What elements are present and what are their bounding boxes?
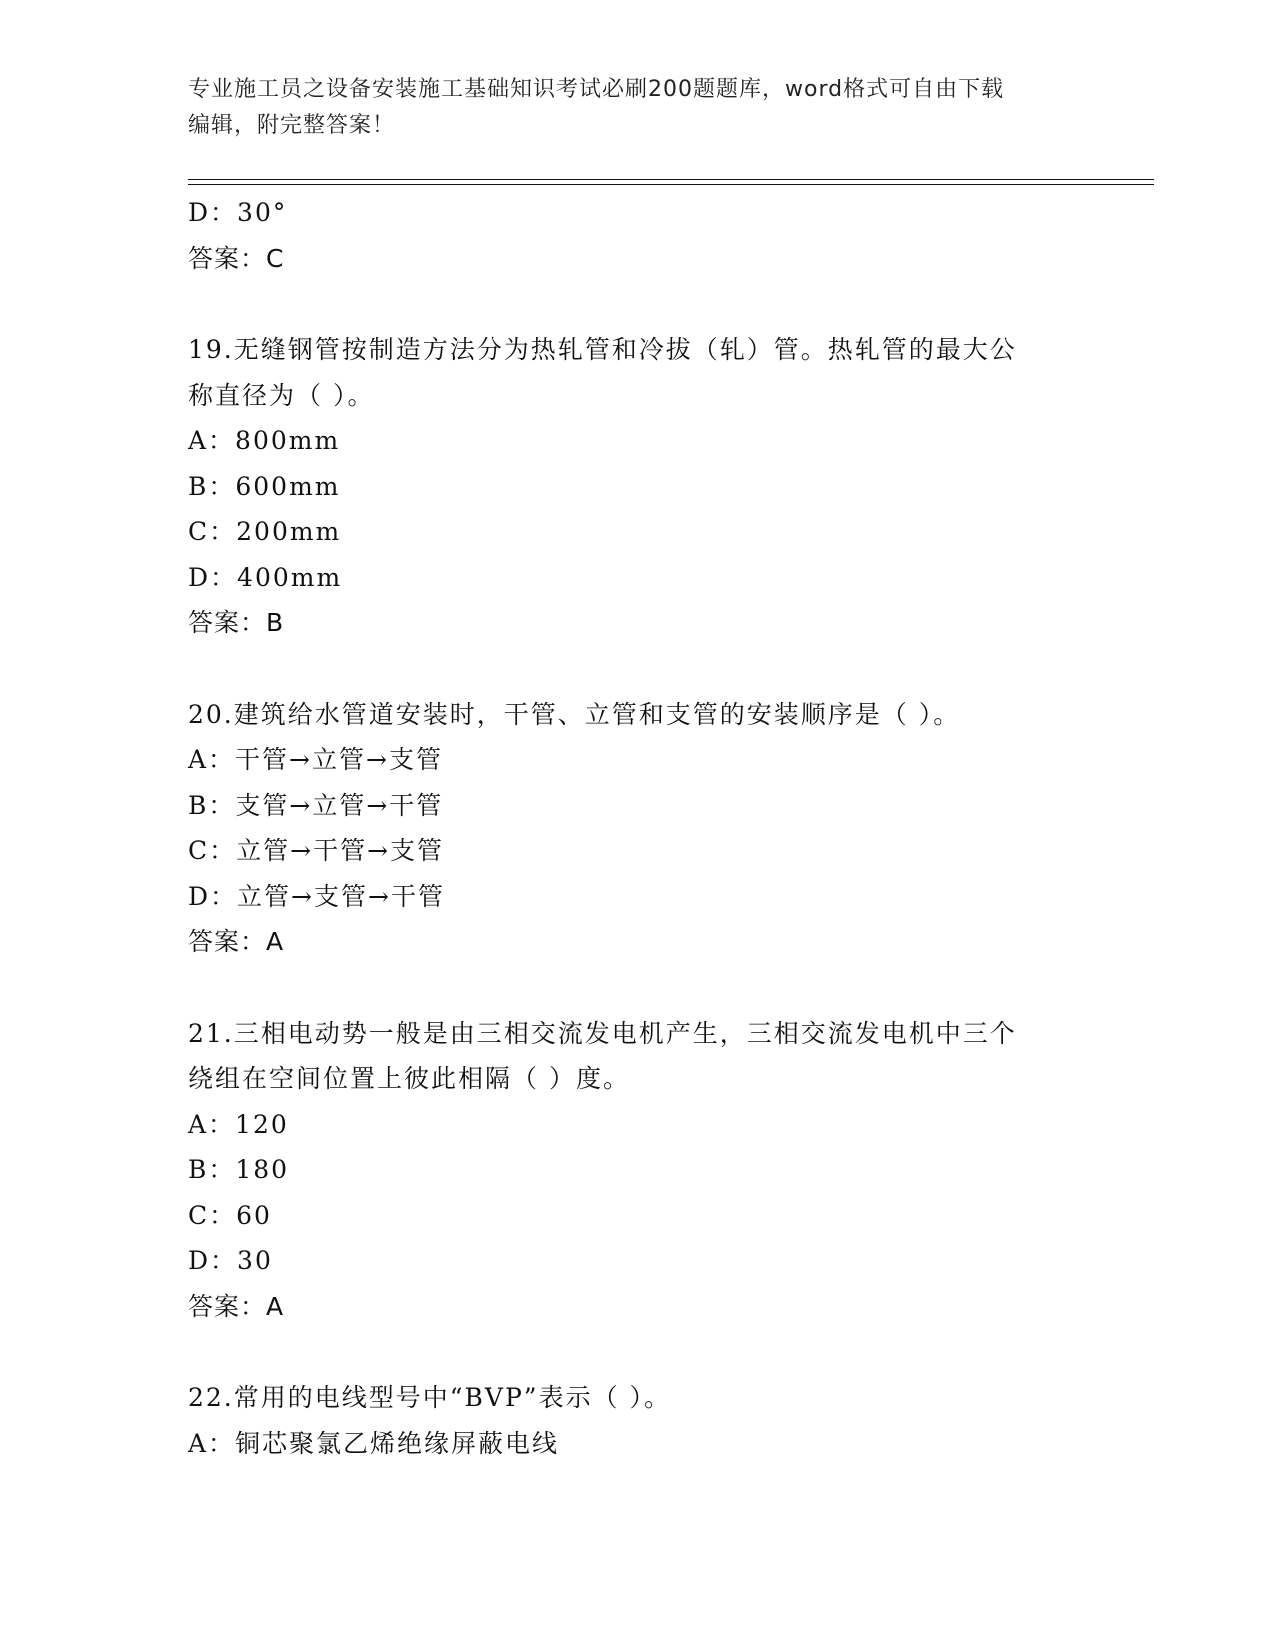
- answer: 答案：C: [188, 243, 285, 273]
- option-d: D：400mm: [188, 562, 343, 592]
- answer: 答案：A: [188, 927, 285, 956]
- option-b: B：支管→立管→干管: [188, 790, 444, 820]
- option-c: C：60: [188, 1200, 272, 1230]
- page-header: [188, 72, 1068, 144]
- document-body: [188, 190, 1128, 1466]
- question-stem: 21.三相电动势一般是由三相交流发电机产生，三相交流发电机中三个: [188, 1018, 1017, 1048]
- question-stem: 19.无缝钢管按制造方法分为热轧管和冷拔（轧）管。热轧管的最大公: [188, 335, 1017, 364]
- option-b: B：600mm: [188, 471, 341, 501]
- question-stem: 绕组在空间位置上彼此相隔（ ）度。: [188, 1064, 630, 1093]
- option-c: C：立管→干管→支管: [188, 836, 445, 865]
- header-line-2: 编辑，附完整答案！: [188, 113, 396, 138]
- answer: 答案：B: [188, 608, 285, 637]
- option-a: A：干管→立管→支管: [188, 745, 443, 774]
- header-divider-top: [188, 179, 1154, 180]
- option-b: B：180: [188, 1155, 290, 1184]
- header-divider-bottom: [188, 184, 1154, 185]
- question-22: [188, 1375, 1128, 1466]
- question-20: [188, 692, 1128, 965]
- option-d: D：30: [188, 1246, 273, 1275]
- option-d: D：30°: [188, 198, 288, 227]
- header-line-1: 专业施工员之设备安装施工基础知识考试必刷200题题库，word格式可自由下载: [188, 77, 1005, 102]
- question-21: [188, 1011, 1128, 1330]
- option-c: C：200mm: [188, 517, 342, 546]
- option-a: A：120: [188, 1109, 289, 1139]
- question-19: [188, 327, 1128, 646]
- answer: 答案：A: [188, 1291, 285, 1321]
- question-stem: 称直径为（ ）。: [188, 380, 375, 410]
- question-stem: 20.建筑给水管道安装时，干管、立管和支管的安装顺序是（ ）。: [188, 699, 961, 729]
- option-d: D：立管→支管→干管: [188, 881, 445, 911]
- question-stem: 22.常用的电线型号中“BVP”表示（ ）。: [188, 1383, 672, 1412]
- option-a: A：铜芯聚氯乙烯绝缘屏蔽电线: [188, 1428, 560, 1458]
- option-a: A：800mm: [188, 426, 341, 455]
